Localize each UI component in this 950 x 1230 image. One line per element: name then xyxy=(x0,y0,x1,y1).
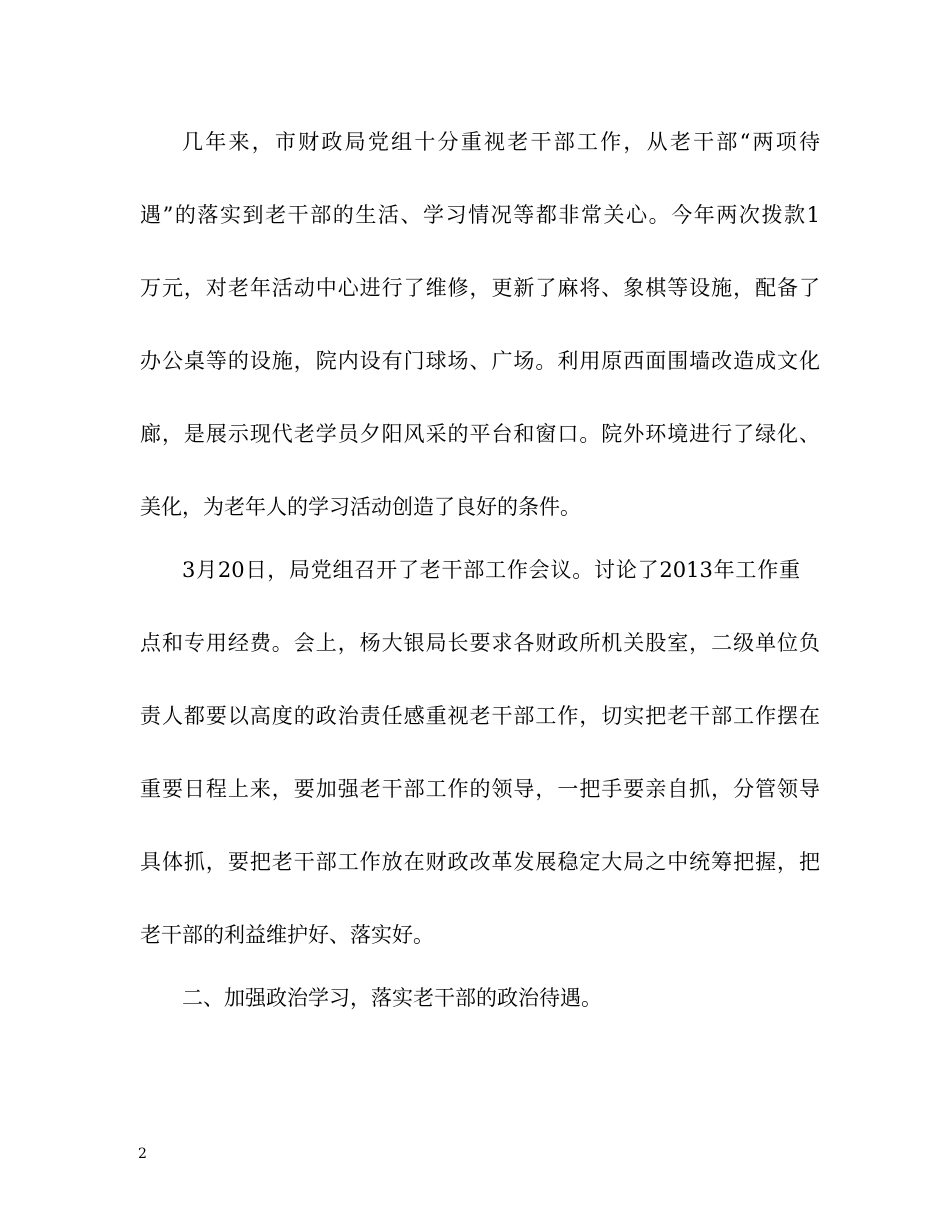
paragraph-line: 3月20日，局党组召开了老干部工作会议。讨论了2013年工作重 xyxy=(182,558,800,582)
paragraph-line: 遇”的落实到老干部的生活、学习情况等都非常关心。今年两次拨款1 xyxy=(140,203,820,227)
paragraph-line: 办公桌等的设施，院内设有门球场、广场。利用原西面围墙改造成文化 xyxy=(140,349,820,373)
heading-line: 二、加强政治学习，落实老干部的政治待遇。 xyxy=(182,986,602,1010)
paragraph-line: 美化，为老年人的学习活动创造了良好的条件。 xyxy=(140,495,581,519)
paragraph-line: 责人都要以高度的政治责任感重视老干部工作，切实把老干部工作摆在 xyxy=(140,704,820,728)
paragraph-line: 点和专用经费。会上，杨大银局长要求各财政所机关股室，二级单位负 xyxy=(140,631,820,655)
paragraph-line: 老干部的利益维护好、落实好。 xyxy=(140,923,434,947)
paragraph-line: 廊，是展示现代老学员夕阳风采的平台和窗口。院外环境进行了绿化、 xyxy=(140,422,820,446)
paragraph-line: 重要日程上来，要加强老干部工作的领导，一把手要亲自抓，分管领导 xyxy=(140,777,820,801)
paragraph-line: 万元，对老年活动中心进行了维修，更新了麻将、象棋等设施，配备了 xyxy=(140,276,820,300)
page-number: 2 xyxy=(138,1146,147,1162)
paragraph-line: 具体抓，要把老干部工作放在财政改革发展稳定大局之中统筹把握，把 xyxy=(140,850,820,874)
paragraph-line: 几年来，市财政局党组十分重视老干部工作，从老干部“两项待 xyxy=(182,130,820,154)
